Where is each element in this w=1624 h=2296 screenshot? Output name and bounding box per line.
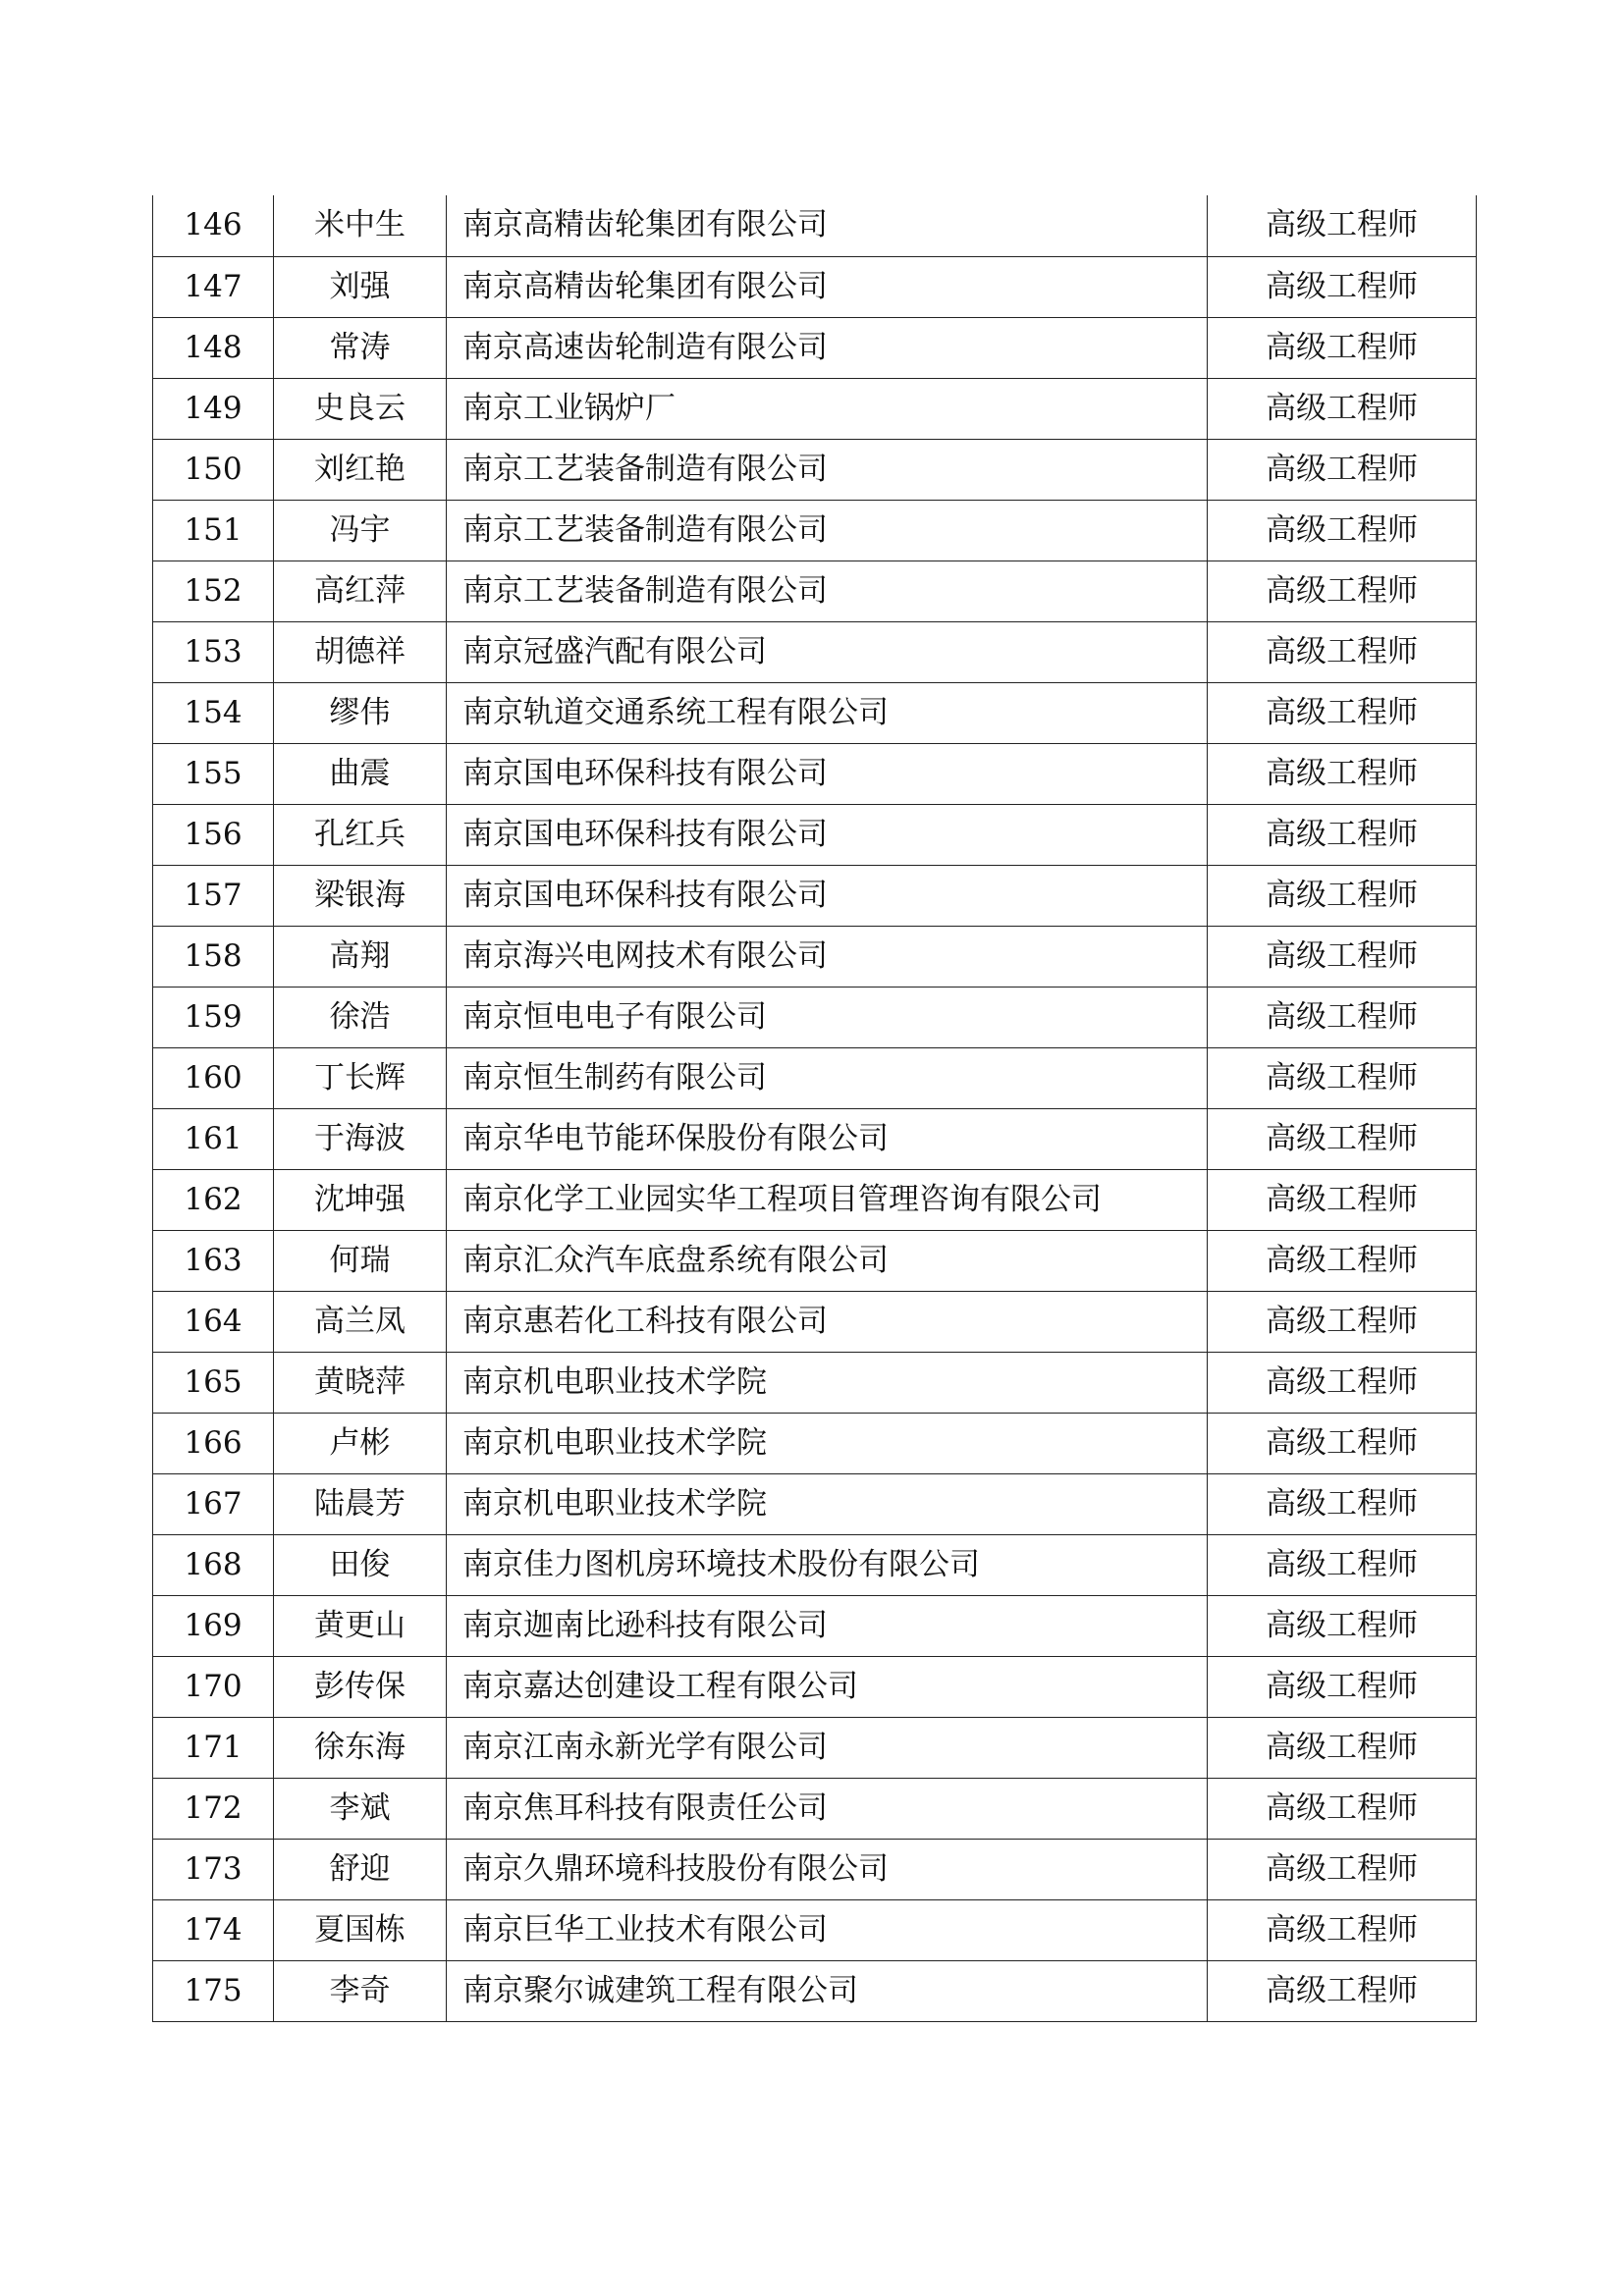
serial-number-cell: 172 — [153, 1778, 274, 1839]
serial-number-cell: 168 — [153, 1534, 274, 1595]
job-title-cell: 高级工程师 — [1208, 317, 1477, 378]
organization-cell: 南京冠盛汽配有限公司 — [447, 621, 1208, 682]
person-name-cell: 李奇 — [274, 1960, 447, 2021]
job-title-cell: 高级工程师 — [1208, 1656, 1477, 1717]
person-name-cell: 卢彬 — [274, 1413, 447, 1473]
person-name-cell: 何瑞 — [274, 1230, 447, 1291]
serial-number-cell: 169 — [153, 1595, 274, 1656]
organization-cell: 南京焦耳科技有限责任公司 — [447, 1778, 1208, 1839]
table-row — [153, 256, 1477, 317]
person-name-cell: 刘强 — [274, 256, 447, 317]
organization-cell: 南京佳力图机房环境技术股份有限公司 — [447, 1534, 1208, 1595]
serial-number-cell: 149 — [153, 378, 274, 439]
serial-number-cell: 158 — [153, 926, 274, 987]
job-title-cell: 高级工程师 — [1208, 621, 1477, 682]
table-row — [153, 1352, 1477, 1413]
serial-number-cell: 175 — [153, 1960, 274, 2021]
organization-cell: 南京高速齿轮制造有限公司 — [447, 317, 1208, 378]
serial-number-cell: 148 — [153, 317, 274, 378]
table-row — [153, 1047, 1477, 1108]
table-row — [153, 621, 1477, 682]
table-row — [153, 1839, 1477, 1899]
table-row — [153, 439, 1477, 500]
serial-number-cell: 166 — [153, 1413, 274, 1473]
table-row — [153, 1473, 1477, 1534]
job-title-cell: 高级工程师 — [1208, 743, 1477, 804]
person-name-cell: 于海波 — [274, 1108, 447, 1169]
serial-number-cell: 147 — [153, 256, 274, 317]
serial-number-cell: 173 — [153, 1839, 274, 1899]
table-row — [153, 1717, 1477, 1778]
job-title-cell: 高级工程师 — [1208, 926, 1477, 987]
organization-cell: 南京嘉达创建设工程有限公司 — [447, 1656, 1208, 1717]
serial-number-cell: 150 — [153, 439, 274, 500]
person-name-cell: 常涛 — [274, 317, 447, 378]
person-name-cell: 陆晨芳 — [274, 1473, 447, 1534]
person-name-cell: 刘红艳 — [274, 439, 447, 500]
job-title-cell: 高级工程师 — [1208, 1473, 1477, 1534]
organization-cell: 南京机电职业技术学院 — [447, 1473, 1208, 1534]
person-name-cell: 史良云 — [274, 378, 447, 439]
job-title-cell: 高级工程师 — [1208, 1899, 1477, 1960]
organization-cell: 南京海兴电网技术有限公司 — [447, 926, 1208, 987]
organization-cell: 南京高精齿轮集团有限公司 — [447, 256, 1208, 317]
table-row — [153, 317, 1477, 378]
roster-body — [153, 195, 1477, 2021]
table-row — [153, 1169, 1477, 1230]
person-name-cell: 冯宇 — [274, 500, 447, 561]
table-row — [153, 987, 1477, 1047]
serial-number-cell: 156 — [153, 804, 274, 865]
organization-cell: 南京国电环保科技有限公司 — [447, 804, 1208, 865]
job-title-cell: 高级工程师 — [1208, 865, 1477, 926]
person-name-cell: 梁银海 — [274, 865, 447, 926]
serial-number-cell: 153 — [153, 621, 274, 682]
serial-number-cell: 174 — [153, 1899, 274, 1960]
person-name-cell: 高兰凤 — [274, 1291, 447, 1352]
organization-cell: 南京迦南比逊科技有限公司 — [447, 1595, 1208, 1656]
serial-number-cell: 161 — [153, 1108, 274, 1169]
job-title-cell: 高级工程师 — [1208, 1230, 1477, 1291]
serial-number-cell: 164 — [153, 1291, 274, 1352]
organization-cell: 南京国电环保科技有限公司 — [447, 865, 1208, 926]
person-name-cell: 丁长辉 — [274, 1047, 447, 1108]
organization-cell: 南京江南永新光学有限公司 — [447, 1717, 1208, 1778]
job-title-cell: 高级工程师 — [1208, 1169, 1477, 1230]
organization-cell: 南京工艺装备制造有限公司 — [447, 439, 1208, 500]
job-title-cell: 高级工程师 — [1208, 682, 1477, 743]
job-title-cell: 高级工程师 — [1208, 500, 1477, 561]
organization-cell: 南京恒生制药有限公司 — [447, 1047, 1208, 1108]
person-name-cell: 米中生 — [274, 195, 447, 256]
job-title-cell: 高级工程师 — [1208, 256, 1477, 317]
job-title-cell: 高级工程师 — [1208, 195, 1477, 256]
job-title-cell: 高级工程师 — [1208, 561, 1477, 621]
table-row — [153, 1778, 1477, 1839]
job-title-cell: 高级工程师 — [1208, 439, 1477, 500]
serial-number-cell: 159 — [153, 987, 274, 1047]
table-row — [153, 804, 1477, 865]
table-row — [153, 195, 1477, 256]
table-row — [153, 378, 1477, 439]
table-row — [153, 1960, 1477, 2021]
table-row — [153, 1108, 1477, 1169]
roster-table — [152, 195, 1477, 2022]
organization-cell: 南京化学工业园实华工程项目管理咨询有限公司 — [447, 1169, 1208, 1230]
job-title-cell: 高级工程师 — [1208, 987, 1477, 1047]
organization-cell: 南京巨华工业技术有限公司 — [447, 1899, 1208, 1960]
organization-cell: 南京久鼎环境科技股份有限公司 — [447, 1839, 1208, 1899]
person-name-cell: 黄晓萍 — [274, 1352, 447, 1413]
serial-number-cell: 155 — [153, 743, 274, 804]
table-row — [153, 1291, 1477, 1352]
serial-number-cell: 152 — [153, 561, 274, 621]
table-row — [153, 682, 1477, 743]
organization-cell: 南京轨道交通系统工程有限公司 — [447, 682, 1208, 743]
serial-number-cell: 151 — [153, 500, 274, 561]
person-name-cell: 李斌 — [274, 1778, 447, 1839]
organization-cell: 南京高精齿轮集团有限公司 — [447, 195, 1208, 256]
person-name-cell: 舒迎 — [274, 1839, 447, 1899]
job-title-cell: 高级工程师 — [1208, 1108, 1477, 1169]
organization-cell: 南京聚尔诚建筑工程有限公司 — [447, 1960, 1208, 2021]
table-row — [153, 926, 1477, 987]
job-title-cell: 高级工程师 — [1208, 1534, 1477, 1595]
serial-number-cell: 157 — [153, 865, 274, 926]
serial-number-cell: 160 — [153, 1047, 274, 1108]
serial-number-cell: 165 — [153, 1352, 274, 1413]
serial-number-cell: 167 — [153, 1473, 274, 1534]
serial-number-cell: 146 — [153, 195, 274, 256]
job-title-cell: 高级工程师 — [1208, 1960, 1477, 2021]
job-title-cell: 高级工程师 — [1208, 804, 1477, 865]
organization-cell: 南京机电职业技术学院 — [447, 1413, 1208, 1473]
table-row — [153, 500, 1477, 561]
table-row — [153, 1656, 1477, 1717]
job-title-cell: 高级工程师 — [1208, 1717, 1477, 1778]
organization-cell: 南京工艺装备制造有限公司 — [447, 561, 1208, 621]
person-name-cell: 田俊 — [274, 1534, 447, 1595]
person-name-cell: 彭传保 — [274, 1656, 447, 1717]
organization-cell: 南京华电节能环保股份有限公司 — [447, 1108, 1208, 1169]
person-name-cell: 胡德祥 — [274, 621, 447, 682]
organization-cell: 南京国电环保科技有限公司 — [447, 743, 1208, 804]
person-name-cell: 徐东海 — [274, 1717, 447, 1778]
table-row — [153, 865, 1477, 926]
job-title-cell: 高级工程师 — [1208, 1291, 1477, 1352]
job-title-cell: 高级工程师 — [1208, 378, 1477, 439]
job-title-cell: 高级工程师 — [1208, 1839, 1477, 1899]
table-row — [153, 1534, 1477, 1595]
job-title-cell: 高级工程师 — [1208, 1352, 1477, 1413]
person-name-cell: 黄更山 — [274, 1595, 447, 1656]
organization-cell: 南京恒电电子有限公司 — [447, 987, 1208, 1047]
table-row — [153, 743, 1477, 804]
person-name-cell: 高红萍 — [274, 561, 447, 621]
person-name-cell: 高翔 — [274, 926, 447, 987]
person-name-cell: 孔红兵 — [274, 804, 447, 865]
organization-cell: 南京惠若化工科技有限公司 — [447, 1291, 1208, 1352]
table-row — [153, 1413, 1477, 1473]
job-title-cell: 高级工程师 — [1208, 1595, 1477, 1656]
job-title-cell: 高级工程师 — [1208, 1778, 1477, 1839]
table-row — [153, 1595, 1477, 1656]
serial-number-cell: 154 — [153, 682, 274, 743]
table-row — [153, 1230, 1477, 1291]
table-row — [153, 561, 1477, 621]
job-title-cell: 高级工程师 — [1208, 1413, 1477, 1473]
serial-number-cell: 162 — [153, 1169, 274, 1230]
job-title-cell: 高级工程师 — [1208, 1047, 1477, 1108]
person-name-cell: 夏国栋 — [274, 1899, 447, 1960]
organization-cell: 南京汇众汽车底盘系统有限公司 — [447, 1230, 1208, 1291]
serial-number-cell: 163 — [153, 1230, 274, 1291]
person-name-cell: 沈坤强 — [274, 1169, 447, 1230]
person-name-cell: 曲震 — [274, 743, 447, 804]
organization-cell: 南京工业锅炉厂 — [447, 378, 1208, 439]
serial-number-cell: 170 — [153, 1656, 274, 1717]
organization-cell: 南京机电职业技术学院 — [447, 1352, 1208, 1413]
table-row — [153, 1899, 1477, 1960]
serial-number-cell: 171 — [153, 1717, 274, 1778]
organization-cell: 南京工艺装备制造有限公司 — [447, 500, 1208, 561]
person-name-cell: 缪伟 — [274, 682, 447, 743]
person-name-cell: 徐浩 — [274, 987, 447, 1047]
